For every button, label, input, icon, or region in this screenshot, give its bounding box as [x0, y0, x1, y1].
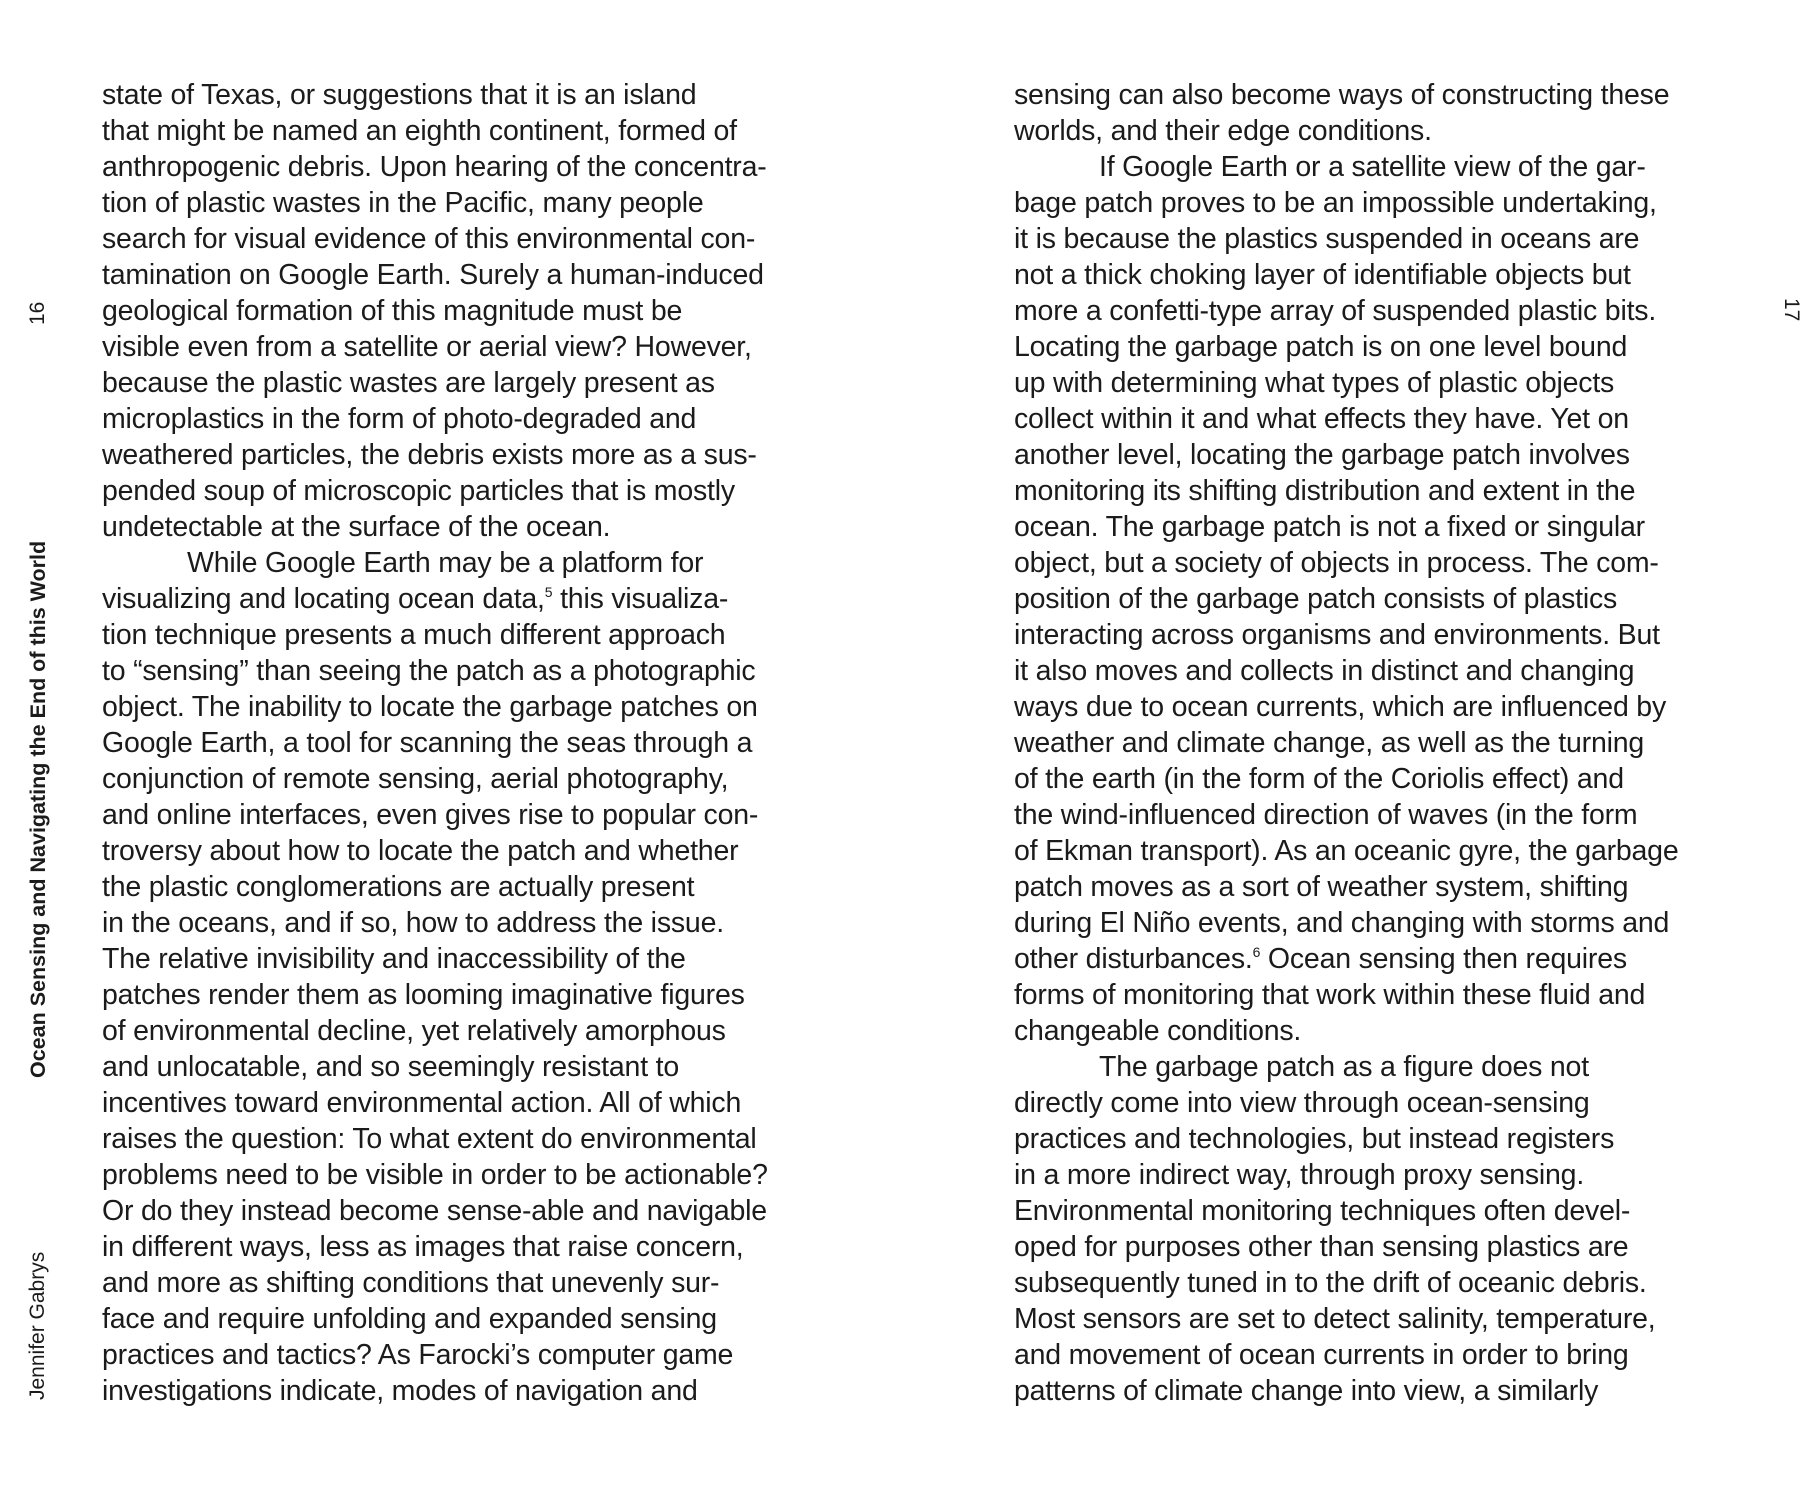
- text-line: [102, 1373, 822, 1409]
- line-text: While Google Earth may be a platform for: [187, 547, 704, 579]
- text-line: [1014, 1373, 1734, 1409]
- text-line: [102, 149, 822, 185]
- text-line: [1014, 689, 1734, 725]
- text-line: [1014, 1157, 1734, 1193]
- text-line: [102, 293, 822, 329]
- line-text: practices and tactics? As Farocki’s computer game: [102, 1339, 734, 1371]
- line-text: and more as shifting conditions that unevenly sur-: [102, 1267, 720, 1299]
- line-text: weather and climate change, as well as the turning: [1014, 727, 1645, 759]
- text-line: [102, 185, 822, 221]
- line-text: tion technique presents a much different approach: [102, 619, 726, 651]
- footnote-marker: 5: [544, 584, 553, 600]
- line-text: state of Texas, or suggestions that it is an island: [102, 79, 697, 111]
- line-text: Google Earth, a tool for scanning the seas through a: [102, 727, 753, 759]
- text-line: [102, 905, 822, 941]
- text-line: [1014, 977, 1734, 1013]
- text-line: [102, 113, 822, 149]
- line-text: collect within it and what effects they have. Yet on: [1014, 403, 1629, 435]
- text-line: [102, 977, 822, 1013]
- text-line: [102, 473, 822, 509]
- line-text: patterns of climate change into view, a similarly: [1014, 1375, 1599, 1407]
- right-page: [910, 0, 1820, 1500]
- line-text: worlds, and their edge conditions.: [1014, 115, 1432, 147]
- text-line: [1014, 221, 1734, 257]
- text-line: [1014, 185, 1734, 221]
- text-line: [1014, 1121, 1734, 1157]
- text-line: [1014, 293, 1734, 329]
- text-line: [102, 869, 822, 905]
- line-text: in different ways, less as images that raise concern,: [102, 1231, 744, 1263]
- line-text: changeable conditions.: [1014, 1015, 1302, 1047]
- text-line: [102, 941, 822, 977]
- line-text: other disturbances.: [1014, 943, 1253, 975]
- line-text: problems need to be visible in order to be actionable?: [102, 1159, 768, 1191]
- text-line: [1014, 329, 1734, 365]
- line-text: directly come into view through ocean-sensing: [1014, 1087, 1590, 1119]
- line-text: troversy about how to locate the patch and whether: [102, 835, 739, 867]
- text-line: [102, 1085, 822, 1121]
- footnote-marker: 6: [1252, 944, 1261, 960]
- line-text: weathered particles, the debris exists more as a sus-: [102, 439, 757, 471]
- text-line: [102, 1049, 822, 1085]
- text-line: [1014, 545, 1734, 581]
- text-line: [1014, 1085, 1734, 1121]
- text-line: [1014, 833, 1734, 869]
- text-line: [102, 617, 822, 653]
- line-text: patches render them as looming imaginative figures: [102, 979, 745, 1011]
- line-text: The garbage patch as a figure does not: [1099, 1051, 1589, 1083]
- line-text-continued: Ocean sensing then requires: [1260, 943, 1627, 975]
- text-line: [102, 797, 822, 833]
- text-line: [102, 1013, 822, 1049]
- line-text: and unlocatable, and so seemingly resistant to: [102, 1051, 679, 1083]
- line-text: search for visual evidence of this environmental con-: [102, 223, 756, 255]
- line-text: and movement of ocean currents in order to bring: [1014, 1339, 1629, 1371]
- text-line: [1014, 365, 1734, 401]
- left-body-text: [102, 77, 822, 1409]
- line-text: object, but a society of objects in process. The com-: [1014, 547, 1659, 579]
- text-line: [1014, 437, 1734, 473]
- line-text: up with determining what types of plastic objects: [1014, 367, 1615, 399]
- line-text: interacting across organisms and environments. But: [1014, 619, 1660, 651]
- text-line: [1014, 149, 1734, 185]
- line-text: sensing can also become ways of constructing these: [1014, 79, 1670, 111]
- text-line: [1014, 257, 1734, 293]
- text-line: [1014, 869, 1734, 905]
- text-line: [102, 329, 822, 365]
- line-text: tamination on Google Earth. Surely a human-induced: [102, 259, 764, 291]
- text-line: [102, 689, 822, 725]
- line-text: in a more indirect way, through proxy sensing.: [1014, 1159, 1585, 1191]
- line-text: Locating the garbage patch is on one level bound: [1014, 331, 1628, 363]
- text-line: [1014, 1265, 1734, 1301]
- running-title: Ocean Sensing and Navigating the End of this World: [26, 540, 50, 1078]
- text-line: [102, 221, 822, 257]
- text-line: [1014, 1013, 1734, 1049]
- text-line: [1014, 509, 1734, 545]
- page-number-right: 17: [1780, 298, 1803, 322]
- line-text: subsequently tuned in to the drift of oceanic debris.: [1014, 1267, 1647, 1299]
- text-line: [1014, 617, 1734, 653]
- line-text: tion of plastic wastes in the Pacific, many people: [102, 187, 704, 219]
- line-text: geological formation of this magnitude must be: [102, 295, 683, 327]
- line-text: incentives toward environmental action. All of which: [102, 1087, 742, 1119]
- line-text: of the earth (in the form of the Coriolis effect) and: [1014, 763, 1624, 795]
- line-text: ocean. The garbage patch is not a fixed or singular: [1014, 511, 1645, 543]
- line-text: Environmental monitoring techniques often devel-: [1014, 1195, 1631, 1227]
- line-text: another level, locating the garbage patch involves: [1014, 439, 1630, 471]
- text-line: [102, 653, 822, 689]
- line-text: during El Niño events, and changing with storms and: [1014, 907, 1670, 939]
- text-line: [1014, 1193, 1734, 1229]
- line-text: to “sensing” than seeing the patch as a photographic: [102, 655, 756, 687]
- text-line: [1014, 1229, 1734, 1265]
- line-text: monitoring its shifting distribution and extent in the: [1014, 475, 1636, 507]
- text-line: [1014, 1337, 1734, 1373]
- text-line: [1014, 653, 1734, 689]
- line-text: pended soup of microscopic particles that is mostly: [102, 475, 735, 507]
- line-text: patch moves as a sort of weather system, shifting: [1014, 871, 1629, 903]
- line-text: The relative invisibility and inaccessibility of the: [102, 943, 686, 975]
- text-line: [1014, 77, 1734, 113]
- line-text: microplastics in the form of photo-degraded and: [102, 403, 697, 435]
- line-text: not a thick choking layer of identifiable objects but: [1014, 259, 1631, 291]
- line-text: position of the garbage patch consists of plastics: [1014, 583, 1618, 615]
- line-text: and online interfaces, even gives rise to popular con-: [102, 799, 759, 831]
- line-text: ways due to ocean currents, which are influenced by: [1014, 691, 1667, 723]
- line-text: it also moves and collects in distinct and changing: [1014, 655, 1635, 687]
- text-line: [102, 401, 822, 437]
- line-text: face and require unfolding and expanded sensing: [102, 1303, 717, 1335]
- line-text: more a confetti-type array of suspended plastic bits.: [1014, 295, 1657, 327]
- line-text: that might be named an eighth continent, formed of: [102, 115, 737, 147]
- text-line: [1014, 1049, 1734, 1085]
- line-text: undetectable at the surface of the ocean.: [102, 511, 611, 543]
- text-line: [1014, 725, 1734, 761]
- line-text: Or do they instead become sense-able and navigable: [102, 1195, 767, 1227]
- line-text: Most sensors are set to detect salinity, temperature,: [1014, 1303, 1656, 1335]
- page-number-left: 16: [26, 301, 49, 325]
- line-text: visualizing and locating ocean data,: [102, 583, 545, 615]
- line-text: bage patch proves to be an impossible undertaking,: [1014, 187, 1657, 219]
- text-line: [102, 581, 822, 617]
- line-text: visible even from a satellite or aerial view? However,: [102, 331, 752, 363]
- line-text-continued: this visualiza-: [552, 583, 729, 615]
- text-line: [102, 509, 822, 545]
- text-line: [1014, 581, 1734, 617]
- right-body-text: [1014, 77, 1734, 1409]
- line-text: practices and technologies, but instead registers: [1014, 1123, 1615, 1155]
- text-line: [102, 833, 822, 869]
- text-line: [102, 1229, 822, 1265]
- text-line: [102, 761, 822, 797]
- line-text: object. The inability to locate the garbage patches on: [102, 691, 758, 723]
- text-line: [102, 545, 822, 581]
- text-line: [102, 1157, 822, 1193]
- text-line: [1014, 941, 1734, 977]
- line-text: the plastic conglomerations are actually present: [102, 871, 695, 903]
- text-line: [102, 1193, 822, 1229]
- line-text: of environmental decline, yet relatively amorphous: [102, 1015, 726, 1047]
- text-line: [102, 77, 822, 113]
- line-text: If Google Earth or a satellite view of the gar-: [1099, 151, 1646, 183]
- text-line: [1014, 401, 1734, 437]
- text-line: [102, 1121, 822, 1157]
- line-text: raises the question: To what extent do environmental: [102, 1123, 757, 1155]
- line-text: oped for purposes other than sensing plastics are: [1014, 1231, 1629, 1263]
- text-line: [102, 1301, 822, 1337]
- text-line: [102, 725, 822, 761]
- text-line: [1014, 905, 1734, 941]
- text-line: [102, 1337, 822, 1373]
- text-line: [1014, 1301, 1734, 1337]
- line-text: the wind-influenced direction of waves (in the form: [1014, 799, 1638, 831]
- text-line: [102, 365, 822, 401]
- text-line: [1014, 113, 1734, 149]
- line-text: investigations indicate, modes of navigation and: [102, 1375, 698, 1407]
- line-text: conjunction of remote sensing, aerial photography,: [102, 763, 729, 795]
- line-text: because the plastic wastes are largely present as: [102, 367, 715, 399]
- line-text: anthropogenic debris. Upon hearing of the concentra-: [102, 151, 767, 183]
- text-line: [102, 257, 822, 293]
- text-line: [1014, 761, 1734, 797]
- line-text: forms of monitoring that work within these fluid and: [1014, 979, 1646, 1011]
- text-line: [1014, 797, 1734, 833]
- line-text: of Ekman transport). As an oceanic gyre, the garbage: [1014, 835, 1679, 867]
- text-line: [102, 437, 822, 473]
- author-name: Jennifer Gabrys: [26, 1251, 49, 1400]
- line-text: it is because the plastics suspended in oceans are: [1014, 223, 1640, 255]
- text-line: [102, 1265, 822, 1301]
- line-text: in the oceans, and if so, how to address the issue.: [102, 907, 724, 939]
- text-line: [1014, 473, 1734, 509]
